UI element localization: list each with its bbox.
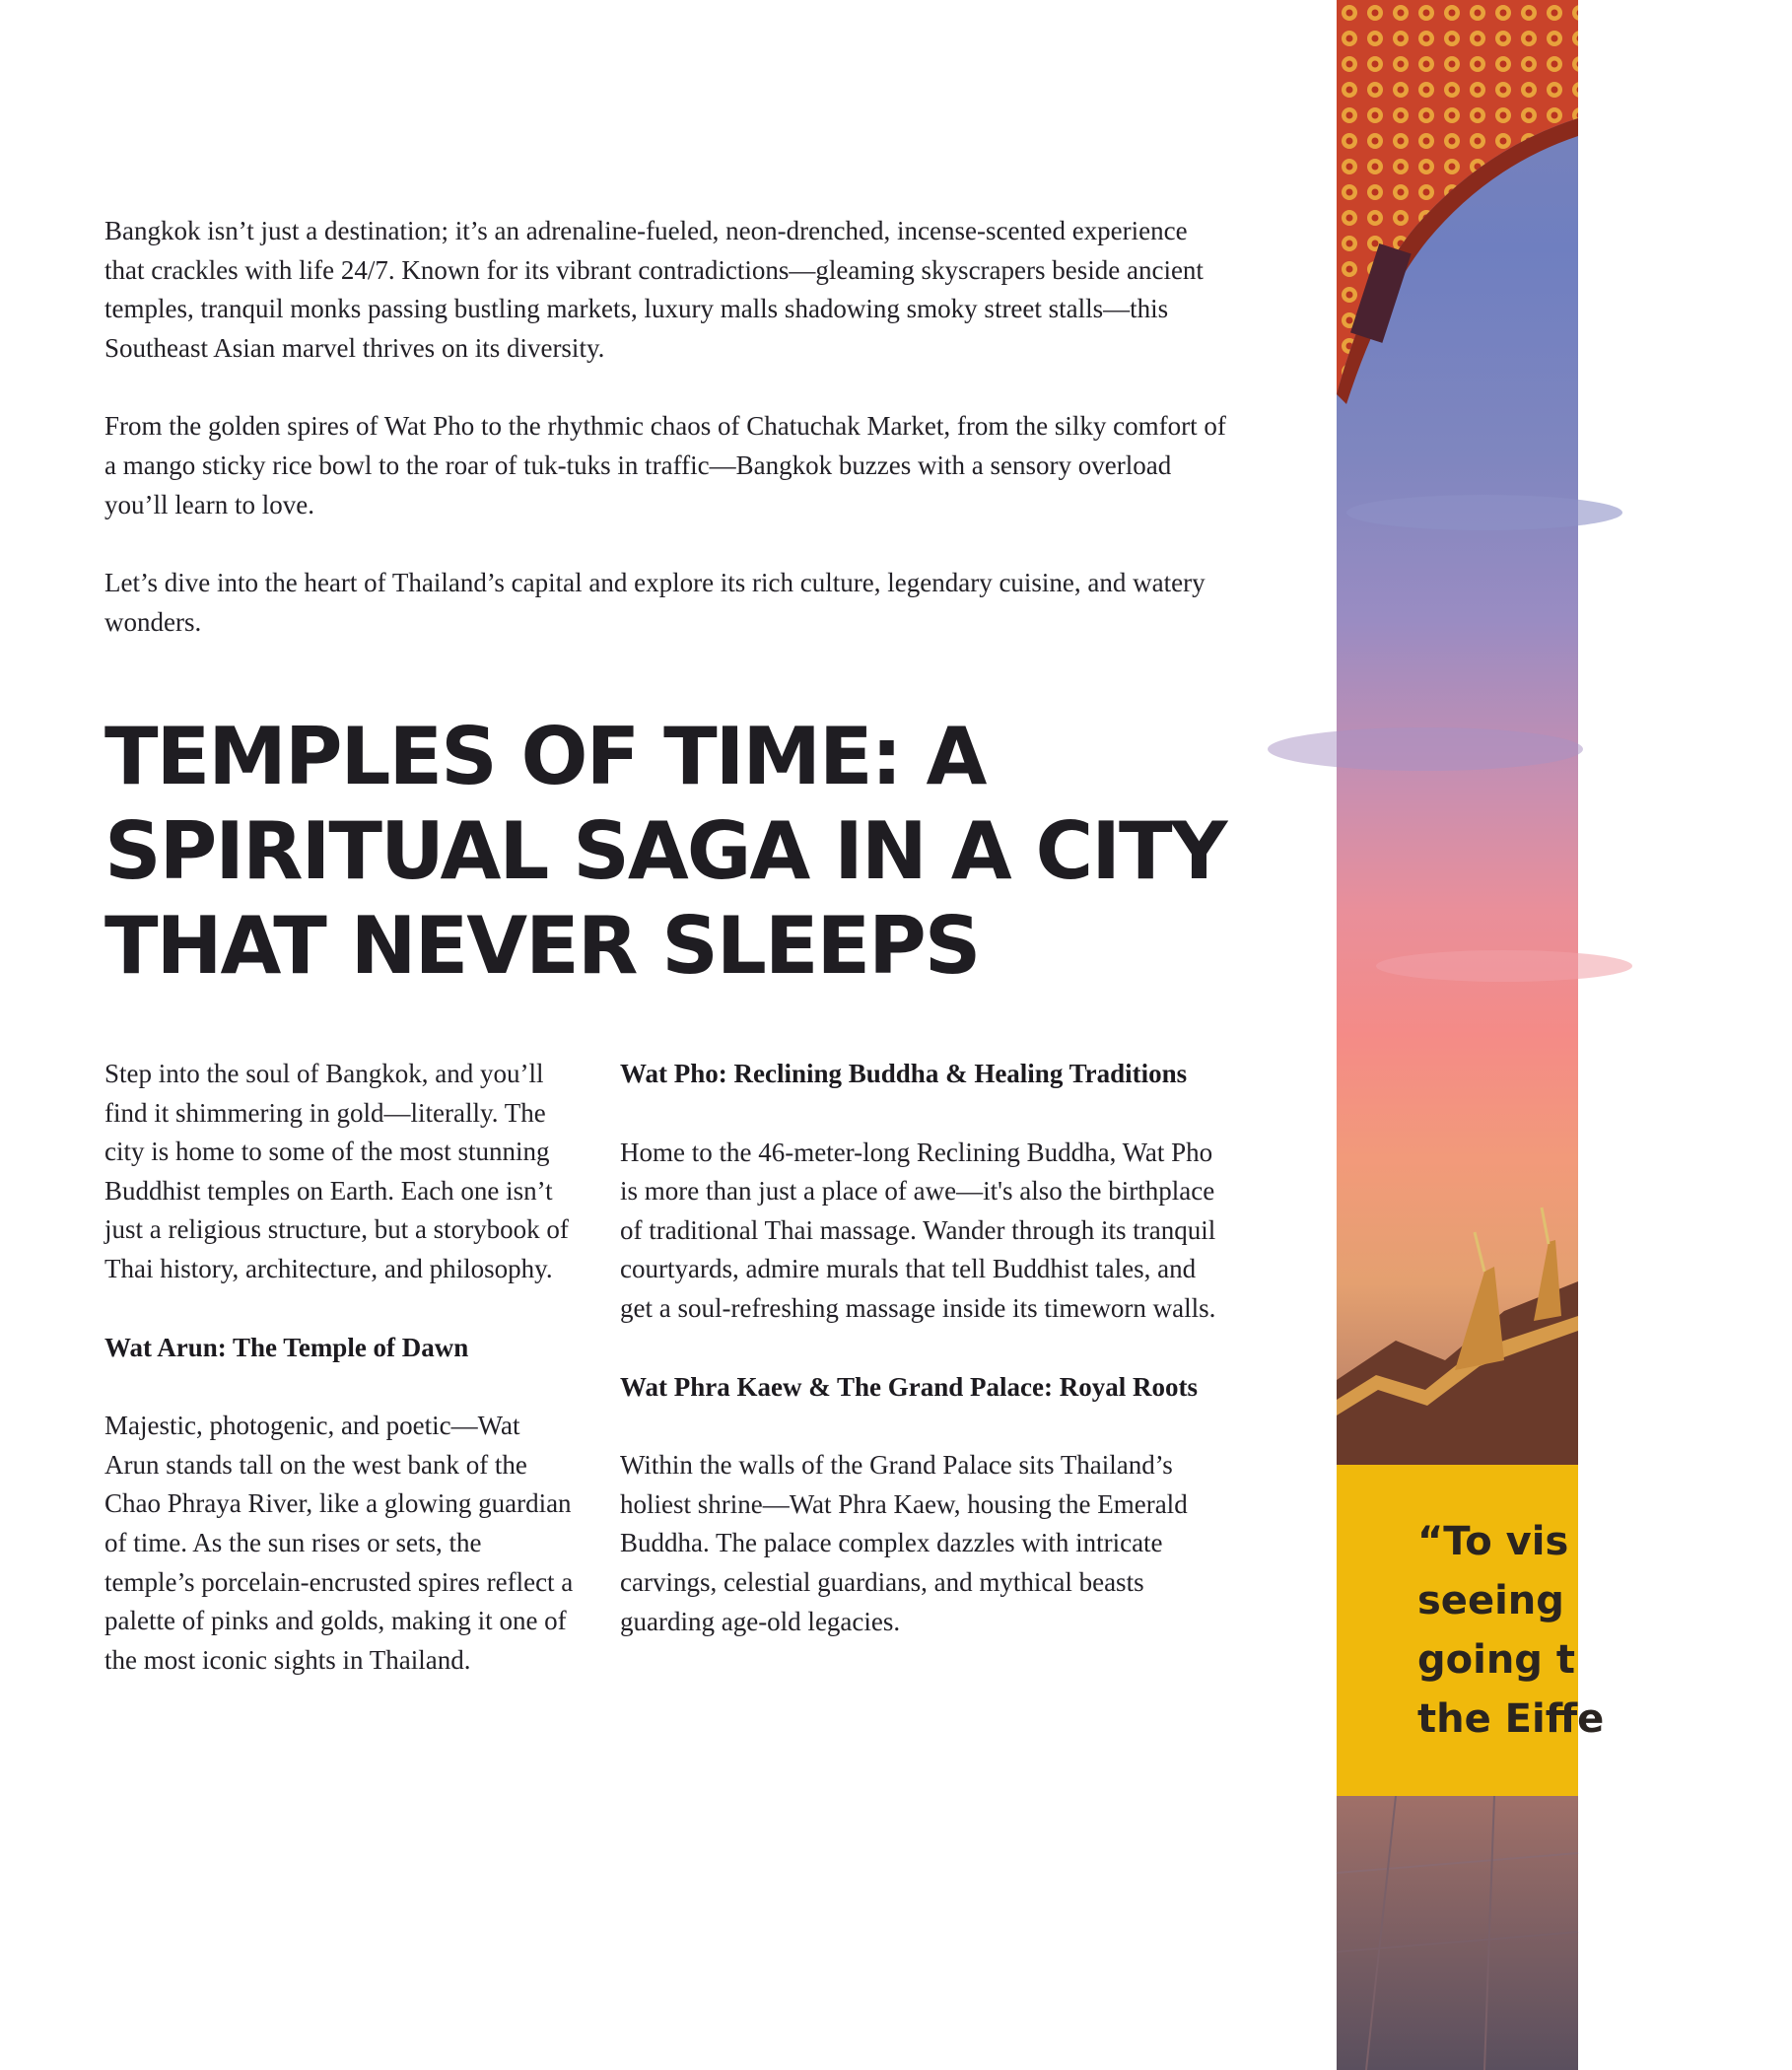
right-text-column: [620, 1055, 1231, 1641]
section-headline: TEMPLES OF TIME: A SPIRITUAL SAGA IN A CITY THAT NEVER SLEEPS: [104, 711, 1226, 992]
article-column: [104, 0, 1248, 2070]
intro-section: [104, 212, 1233, 681]
wat-pho-paragraph: Home to the 46-meter-long Reclining Buddha, Wat Pho is more than just a place of awe—it's also the birthplace of traditional Thai massage. Wander through its tranquil courtyards, admire murals that tell Buddhist tales, and get a soul-refreshing massage inside its timeworn walls.: [620, 1137, 1216, 1323]
wat-arun-heading: Wat Arun: The Temple of Dawn: [104, 1332, 469, 1362]
pull-quote-box: [1337, 1465, 1605, 1796]
temples-intro-paragraph: Step into the soul of Bangkok, and you’ll find it shimmering in gold—literally. The city is home to some of the most stunning Buddhist temples on Earth. Each one isn’t just a religious structure, but a storybook of Thai history, architecture, and philosophy.: [104, 1059, 569, 1283]
intro-paragraph: From the golden spires of Wat Pho to the rhythmic chaos of Chatuchak Market, from the silky comfort of a mango sticky rice bowl to the roar of tuk-tuks in traffic—Bangkok buzzes with a sensory overload you’ll learn to love.: [104, 411, 1226, 519]
intro-paragraph: Let’s dive into the heart of Thailand’s capital and explore its rich culture, legendary cuisine, and watery wonders.: [104, 568, 1206, 637]
grand-palace-heading: Wat Phra Kaew & The Grand Palace: Royal Roots: [620, 1371, 1198, 1402]
intro-paragraph: Bangkok isn’t just a destination; it’s an adrenaline-fueled, neon-drenched, incense-scented experience that crackles with life 24/7. Known for its vibrant contradictions—gleaming skyscrapers beside ancient temples, tranquil monks passing bustling markets, luxury malls shadowing smoky street stalls—this Southeast Asian marvel thrives on its diversity.: [104, 216, 1204, 363]
left-text-column: [104, 1055, 578, 1680]
wat-arun-paragraph: Majestic, photogenic, and poetic—Wat Arun stands tall on the west bank of the Chao Phraya River, like a glowing guardian of time. As the sun rises or sets, the temple’s porcelain-encrusted spires reflect a palette of pinks and golds, making it one of the most iconic sights in Thailand.: [104, 1411, 574, 1675]
pull-quote: “To vis seeing going t the Eiffe: [1417, 1519, 1605, 1742]
grand-palace-paragraph: Within the walls of the Grand Palace sits Thailand’s holiest shrine—Wat Phra Kaew, housing the Emerald Buddha. The palace complex dazzles with intricate carvings, celestial guardians, and mythical beasts guarding age-old legacies.: [620, 1450, 1188, 1636]
wat-pho-heading: Wat Pho: Reclining Buddha & Healing Traditions: [620, 1059, 1188, 1088]
temple-sunset-photo: [1337, 0, 1605, 2070]
